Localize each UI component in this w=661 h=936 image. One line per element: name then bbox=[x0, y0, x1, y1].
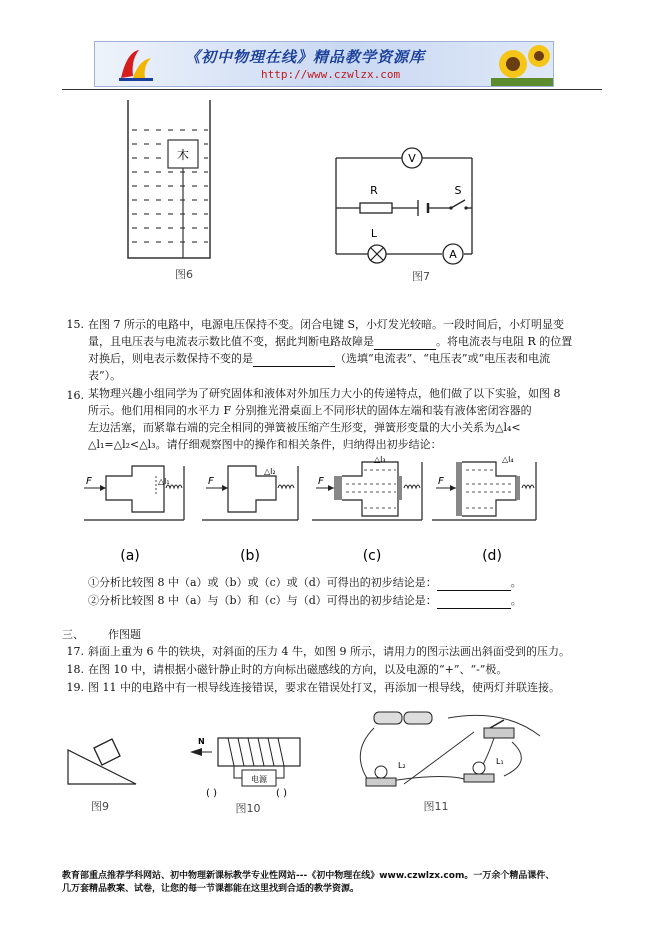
sunflower-icon bbox=[491, 42, 553, 86]
switch-icon bbox=[484, 728, 514, 738]
fig10-caption: 图10 bbox=[235, 802, 261, 814]
fig11-caption: 图11 bbox=[423, 800, 449, 813]
q16-answer-blank-2[interactable] bbox=[437, 596, 511, 609]
section3-number: 三、 bbox=[62, 628, 84, 641]
figure-8 bbox=[84, 456, 554, 568]
q16-sub2: ②分析比较图 8 中（a）与（b）和（c）与（d）可得出的初步结论是： 。 bbox=[88, 594, 522, 607]
figure-6 bbox=[118, 100, 218, 290]
ammeter-label: A bbox=[449, 248, 457, 261]
fig8-force-a: F bbox=[86, 476, 92, 487]
figure-7-circuit bbox=[330, 142, 490, 282]
fig8-force-d: F bbox=[438, 476, 444, 487]
fig8-caption-b: (b) bbox=[240, 548, 260, 564]
voltmeter-label: V bbox=[408, 152, 416, 165]
fig8-panel-a bbox=[84, 466, 184, 564]
switch-icon bbox=[451, 200, 465, 208]
q16-number: 16. bbox=[66, 389, 84, 402]
header-banner bbox=[94, 41, 554, 87]
fig8-delta-d: △l₄ bbox=[502, 456, 514, 464]
q16-line1: 某物理兴趣小组同学为了研究固体和液体对外加压力大小的传递特点，他们做了以下实验，如图 8 bbox=[88, 387, 561, 400]
iron-block bbox=[94, 739, 120, 765]
figure-10 bbox=[184, 728, 324, 814]
q15-line3: 对换后，则电表示数保持不变的是 （选填“电流表”、“电压表”或“电压表和电流 bbox=[88, 352, 551, 365]
fig8-force-b: F bbox=[208, 476, 214, 487]
compass-needle-icon bbox=[190, 748, 202, 756]
footer-line-1: 教育部重点推荐学科网站、初中物理新课标教学专业性网站---《初中物理在线》www.czwlzx.com。一万余个精品课件、 bbox=[62, 871, 555, 881]
fig8-force-c: F bbox=[318, 476, 324, 487]
fig8-caption-c: (c) bbox=[362, 548, 382, 564]
fig10-right-paren: ( ) bbox=[276, 788, 287, 799]
power-source-label: 电源 bbox=[251, 775, 267, 784]
q17-text: 斜面上重为 6 牛的铁块，对斜面的压力 4 牛，如图 9 所示，请用力的图示法画出斜面受到的压力。 bbox=[88, 645, 570, 658]
q19-text: 图 11 中的电路中有一根导线连接错误，要求在错误处打叉，再添加一根导线，使两灯并联连接。 bbox=[88, 681, 560, 694]
resistor-icon bbox=[360, 203, 392, 213]
fig6-caption: 图6 bbox=[175, 268, 193, 281]
lamp-l1-icon bbox=[473, 762, 485, 774]
q15-answer-blank-1[interactable] bbox=[374, 337, 436, 350]
q15-line1: 在图 7 所示的电路中，电源电压保持不变。闭合电键 S，小灯发光较暗。一段时间后，小灯明显变 bbox=[88, 318, 565, 331]
fig10-left-paren: ( ) bbox=[206, 788, 217, 799]
battery-2-icon bbox=[404, 712, 432, 724]
q16-line4: △l₁=△l₂<△l₃。请仔细观察图中的操作和相关条件，归纳得出初步结论： bbox=[88, 438, 442, 451]
header-rule bbox=[62, 89, 602, 90]
battery-1-icon bbox=[374, 712, 402, 724]
banner-title: 《初中物理在线》精品教学资源库 bbox=[185, 48, 426, 66]
resistor-label: R bbox=[370, 184, 378, 197]
banner-url: http://www.czwlzx.com bbox=[261, 68, 401, 81]
section3-heading: 作图题 bbox=[108, 628, 141, 641]
fig8-delta-c: △l₃ bbox=[374, 456, 386, 464]
fig9-caption: 图9 bbox=[91, 800, 109, 813]
q18-number: 18. bbox=[66, 663, 84, 676]
q16-line3: 左边活塞，而紧靠右端的完全相同的弹簧被压缩产生形变，弹簧形变量的大小关系为△l₄< bbox=[88, 421, 521, 434]
lamp-l2-label: L₂ bbox=[398, 761, 406, 770]
fig8-caption-d: (d) bbox=[482, 548, 502, 564]
logo-icon bbox=[117, 46, 157, 82]
lamp-label: L bbox=[370, 227, 378, 240]
fig8-delta-a: △l₁ bbox=[158, 477, 170, 486]
q16-line2: 所示。他们用相同的水平力 F 分别推光滑桌面上不同形状的固体左端和装有液体密闭容器的 bbox=[88, 404, 532, 417]
figure-11 bbox=[344, 702, 564, 814]
fig8-panel-d bbox=[432, 456, 536, 564]
fig8-panel-c bbox=[312, 456, 422, 564]
q15-answer-blank-2[interactable] bbox=[253, 354, 335, 367]
q15-line2: 量，且电压表与电流表示数比值不变，据此判断电路故障是 。将电流表与电阻 R 的位置 bbox=[88, 335, 573, 348]
q15-number: 15. bbox=[66, 318, 84, 331]
q19-number: 19. bbox=[66, 681, 84, 694]
q16-sub1: ①分析比较图 8 中（a）或（b）或（c）或（d）可得出的初步结论是： 。 bbox=[88, 576, 522, 589]
fig7-caption: 图7 bbox=[412, 270, 430, 282]
switch-label: S bbox=[454, 184, 462, 197]
lamp-l1-label: L₁ bbox=[496, 757, 504, 766]
figure-9 bbox=[64, 736, 144, 814]
footer-line-2: 几万套精品教案、试卷，让您的每一节课都能在这里找到合适的教学资源。 bbox=[62, 884, 360, 894]
fig8-delta-b: △l₂ bbox=[264, 467, 276, 476]
fig8-panel-b bbox=[202, 466, 298, 564]
north-label: N bbox=[198, 737, 205, 746]
lamp-l2-icon bbox=[375, 766, 387, 778]
q17-number: 17. bbox=[66, 645, 84, 658]
q15-line4: 表”）。 bbox=[88, 369, 122, 382]
wood-block-label: 木 bbox=[176, 148, 190, 162]
q18-text: 在图 10 中，请根据小磁针静止时的方向标出磁感线的方向，以及电源的“+”、“-”极。 bbox=[88, 663, 508, 676]
q16-answer-blank-1[interactable] bbox=[437, 578, 511, 591]
fig8-caption-a: (a) bbox=[120, 548, 140, 564]
